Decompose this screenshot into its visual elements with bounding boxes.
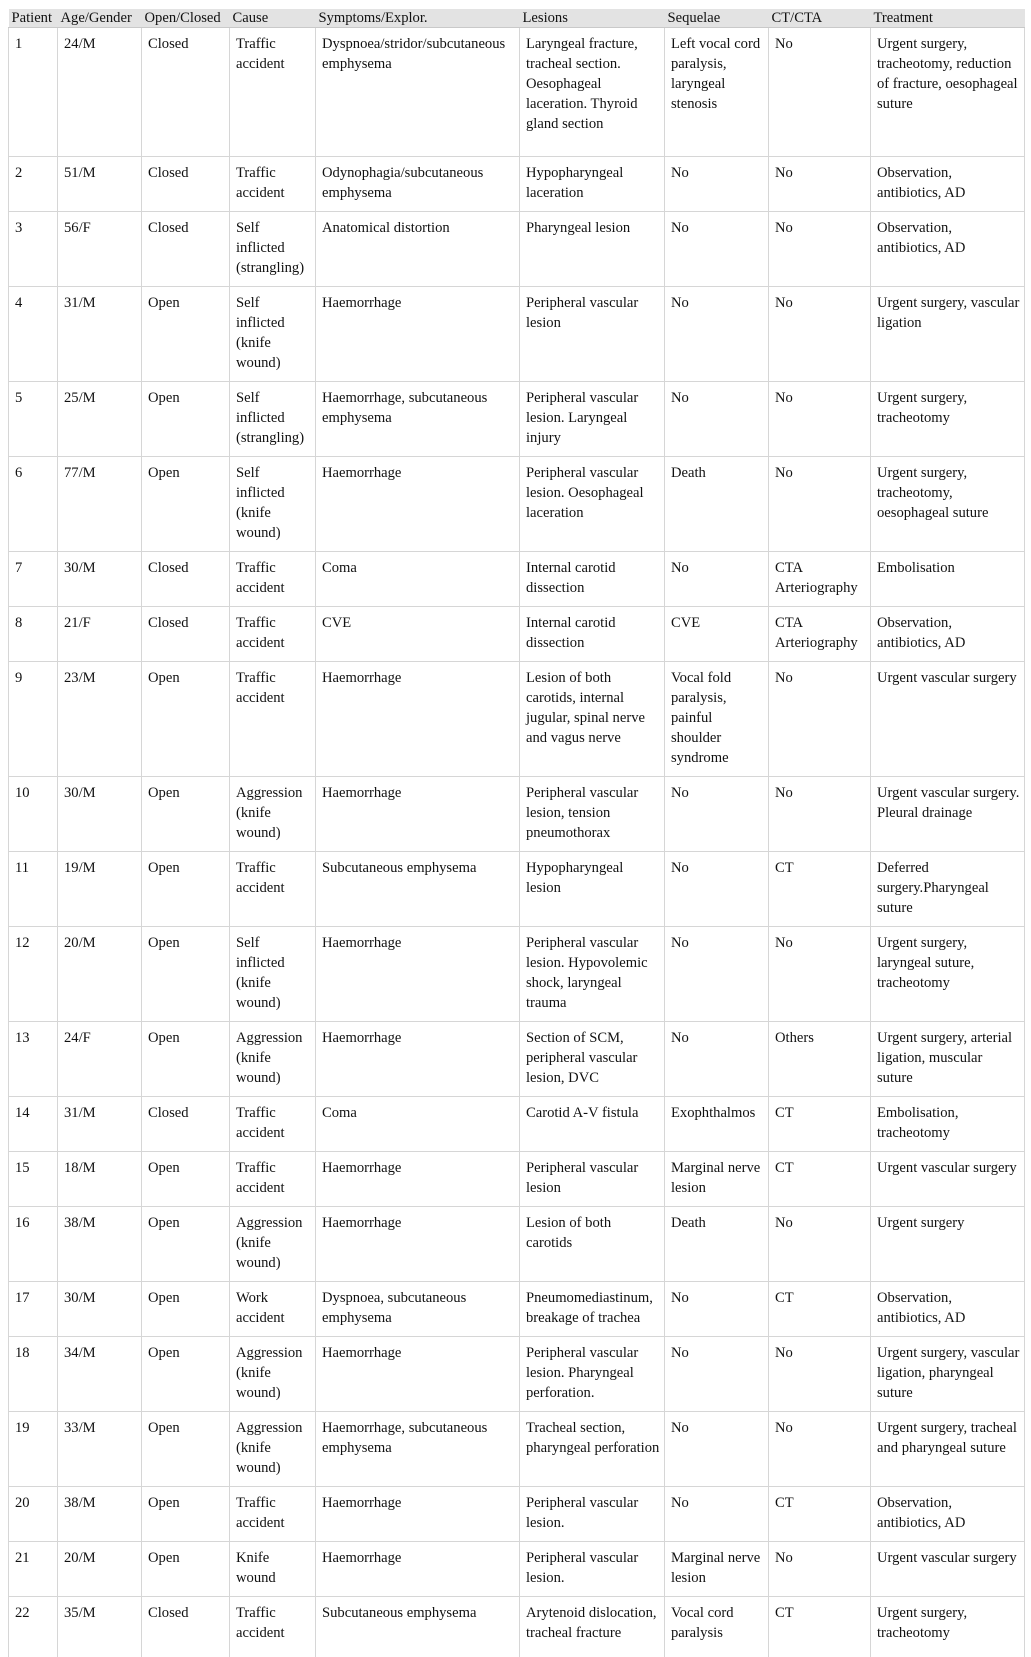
cell-cause: Traffic accident	[230, 607, 316, 662]
cell-patient: 9	[9, 662, 58, 777]
cell-lesions: Internal carotid dissection	[520, 607, 665, 662]
cell-ct-cta: CTA Arteriography	[769, 552, 871, 607]
cell-open-closed: Open	[142, 1282, 230, 1337]
cell-symptoms: Haemorrhage	[316, 457, 520, 552]
cell-cause: Traffic accident	[230, 157, 316, 212]
cell-sequelae: No	[665, 1487, 769, 1542]
cell-cause: Traffic accident	[230, 1097, 316, 1152]
cell-patient: 16	[9, 1207, 58, 1282]
cell-lesions: Peripheral vascular lesion.	[520, 1542, 665, 1597]
cell-ct-cta: CT	[769, 1487, 871, 1542]
cell-lesions: Peripheral vascular lesion. Hypovolemic shock, laryngeal trauma	[520, 927, 665, 1022]
cell-open-closed: Closed	[142, 157, 230, 212]
cell-patient: 7	[9, 552, 58, 607]
cell-open-closed: Open	[142, 287, 230, 382]
table-row	[9, 1207, 1025, 1282]
cell-patient: 4	[9, 287, 58, 382]
cell-sequelae: No	[665, 212, 769, 287]
cell-open-closed: Open	[142, 662, 230, 777]
cell-ct-cta: No	[769, 777, 871, 852]
cell-open-closed: Open	[142, 457, 230, 552]
cell-lesions: Tracheal section, pharyngeal perforation	[520, 1412, 665, 1487]
cell-treatment: Urgent surgery, vascular ligation, pharyngeal suture	[871, 1337, 1025, 1412]
cell-sequelae: Marginal nerve lesion	[665, 1152, 769, 1207]
cell-lesions: Pneumomediastinum, breakage of trachea	[520, 1282, 665, 1337]
column-header-treatment: Treatment	[871, 9, 1025, 28]
patient-table	[8, 9, 1025, 1657]
cell-patient: 14	[9, 1097, 58, 1152]
table-row	[9, 382, 1025, 457]
table-row	[9, 852, 1025, 927]
cell-age-gender: 18/M	[58, 1152, 142, 1207]
cell-treatment: Observation, antibiotics, AD	[871, 212, 1025, 287]
cell-treatment: Deferred surgery.Pharyngeal suture	[871, 852, 1025, 927]
cell-treatment: Urgent vascular surgery	[871, 1542, 1025, 1597]
table-row	[9, 1022, 1025, 1097]
cell-patient: 12	[9, 927, 58, 1022]
cell-cause: Knife wound	[230, 1542, 316, 1597]
cell-symptoms: Haemorrhage	[316, 1487, 520, 1542]
cell-age-gender: 51/M	[58, 157, 142, 212]
cell-patient: 5	[9, 382, 58, 457]
table-row	[9, 552, 1025, 607]
cell-open-closed: Open	[142, 382, 230, 457]
cell-lesions: Hypopharyngeal lesion	[520, 852, 665, 927]
cell-age-gender: 24/M	[58, 28, 142, 157]
cell-sequelae: Vocal fold paralysis, painful shoulder syndrome	[665, 662, 769, 777]
cell-symptoms: CVE	[316, 607, 520, 662]
cell-lesions: Section of SCM, peripheral vascular lesion, DVC	[520, 1022, 665, 1097]
cell-patient: 19	[9, 1412, 58, 1487]
cell-patient: 13	[9, 1022, 58, 1097]
cell-ct-cta: CT	[769, 852, 871, 927]
cell-lesions: Lesion of both carotids, internal jugular, spinal nerve and vagus nerve	[520, 662, 665, 777]
cell-patient: 8	[9, 607, 58, 662]
cell-age-gender: 77/M	[58, 457, 142, 552]
cell-lesions: Peripheral vascular lesion.	[520, 1487, 665, 1542]
cell-lesions: Peripheral vascular lesion. Pharyngeal perforation.	[520, 1337, 665, 1412]
cell-treatment: Urgent surgery	[871, 1207, 1025, 1282]
cell-open-closed: Closed	[142, 1597, 230, 1657]
cell-open-closed: Open	[142, 927, 230, 1022]
cell-sequelae: No	[665, 1412, 769, 1487]
cell-lesions: Carotid A-V fistula	[520, 1097, 665, 1152]
cell-cause: Aggression (knife wound)	[230, 1022, 316, 1097]
column-header-lesions: Lesions	[520, 9, 665, 28]
cell-lesions: Lesion of both carotids	[520, 1207, 665, 1282]
cell-age-gender: 30/M	[58, 1282, 142, 1337]
cell-treatment: Urgent surgery, vascular ligation	[871, 287, 1025, 382]
cell-patient: 22	[9, 1597, 58, 1657]
cell-lesions: Peripheral vascular lesion, tension pneumothorax	[520, 777, 665, 852]
cell-ct-cta: No	[769, 1412, 871, 1487]
cell-sequelae: Marginal nerve lesion	[665, 1542, 769, 1597]
table-row	[9, 457, 1025, 552]
cell-sequelae: No	[665, 927, 769, 1022]
cell-ct-cta: No	[769, 457, 871, 552]
column-header-cause: Cause	[230, 9, 316, 28]
cell-symptoms: Odynophagia/subcutaneous emphysema	[316, 157, 520, 212]
cell-sequelae: No	[665, 287, 769, 382]
cell-ct-cta: No	[769, 662, 871, 777]
cell-age-gender: 31/M	[58, 1097, 142, 1152]
cell-sequelae: No	[665, 1022, 769, 1097]
cell-lesions: Arytenoid dislocation, tracheal fracture	[520, 1597, 665, 1657]
cell-symptoms: Haemorrhage	[316, 927, 520, 1022]
cell-sequelae: No	[665, 382, 769, 457]
cell-patient: 2	[9, 157, 58, 212]
cell-symptoms: Coma	[316, 552, 520, 607]
cell-symptoms: Haemorrhage	[316, 1022, 520, 1097]
cell-open-closed: Closed	[142, 1097, 230, 1152]
cell-sequelae: Death	[665, 1207, 769, 1282]
cell-age-gender: 31/M	[58, 287, 142, 382]
cell-open-closed: Closed	[142, 552, 230, 607]
cell-cause: Traffic accident	[230, 1152, 316, 1207]
cell-sequelae: No	[665, 777, 769, 852]
cell-age-gender: 34/M	[58, 1337, 142, 1412]
cell-lesions: Pharyngeal lesion	[520, 212, 665, 287]
cell-treatment: Urgent surgery, tracheotomy, oesophageal suture	[871, 457, 1025, 552]
cell-patient: 3	[9, 212, 58, 287]
cell-open-closed: Open	[142, 1022, 230, 1097]
cell-ct-cta: No	[769, 927, 871, 1022]
cell-cause: Traffic accident	[230, 1487, 316, 1542]
cell-sequelae: No	[665, 1282, 769, 1337]
cell-symptoms: Subcutaneous emphysema	[316, 852, 520, 927]
cell-age-gender: 30/M	[58, 777, 142, 852]
cell-lesions: Internal carotid dissection	[520, 552, 665, 607]
cell-ct-cta: CT	[769, 1152, 871, 1207]
cell-treatment: Urgent vascular surgery	[871, 662, 1025, 777]
cell-symptoms: Coma	[316, 1097, 520, 1152]
table-row	[9, 1097, 1025, 1152]
cell-symptoms: Haemorrhage	[316, 1337, 520, 1412]
cell-treatment: Urgent surgery, laryngeal suture, tracheotomy	[871, 927, 1025, 1022]
cell-treatment: Embolisation, tracheotomy	[871, 1097, 1025, 1152]
cell-age-gender: 35/M	[58, 1597, 142, 1657]
table-body	[9, 28, 1025, 1657]
cell-lesions: Peripheral vascular lesion. Laryngeal injury	[520, 382, 665, 457]
table-row	[9, 777, 1025, 852]
cell-open-closed: Closed	[142, 607, 230, 662]
cell-sequelae: Death	[665, 457, 769, 552]
cell-ct-cta: CTA Arteriography	[769, 607, 871, 662]
cell-treatment: Urgent vascular surgery. Pleural drainage	[871, 777, 1025, 852]
cell-open-closed: Open	[142, 777, 230, 852]
cell-symptoms: Haemorrhage, subcutaneous emphysema	[316, 382, 520, 457]
cell-symptoms: Haemorrhage	[316, 662, 520, 777]
cell-treatment: Observation, antibiotics, AD	[871, 1487, 1025, 1542]
cell-age-gender: 56/F	[58, 212, 142, 287]
cell-cause: Self inflicted (knife wound)	[230, 457, 316, 552]
cell-patient: 6	[9, 457, 58, 552]
table-row	[9, 287, 1025, 382]
cell-symptoms: Haemorrhage	[316, 1152, 520, 1207]
cell-treatment: Observation, antibiotics, AD	[871, 607, 1025, 662]
cell-patient: 21	[9, 1542, 58, 1597]
cell-treatment: Urgent surgery, arterial ligation, muscular suture	[871, 1022, 1025, 1097]
cell-age-gender: 23/M	[58, 662, 142, 777]
cell-sequelae: Exophthalmos	[665, 1097, 769, 1152]
cell-open-closed: Open	[142, 1337, 230, 1412]
table-header-row	[9, 9, 1025, 28]
cell-open-closed: Open	[142, 1152, 230, 1207]
cell-open-closed: Closed	[142, 212, 230, 287]
cell-age-gender: 21/F	[58, 607, 142, 662]
cell-cause: Traffic accident	[230, 852, 316, 927]
cell-cause: Self inflicted (strangling)	[230, 212, 316, 287]
cell-cause: Aggression (knife wound)	[230, 1412, 316, 1487]
cell-cause: Work accident	[230, 1282, 316, 1337]
cell-age-gender: 20/M	[58, 1542, 142, 1597]
cell-ct-cta: Others	[769, 1022, 871, 1097]
table-row	[9, 927, 1025, 1022]
cell-cause: Aggression (knife wound)	[230, 1337, 316, 1412]
cell-treatment: Urgent surgery, tracheotomy	[871, 1597, 1025, 1657]
cell-symptoms: Anatomical distortion	[316, 212, 520, 287]
cell-age-gender: 38/M	[58, 1487, 142, 1542]
cell-symptoms: Haemorrhage	[316, 287, 520, 382]
column-header-patient: Patient	[9, 9, 58, 28]
cell-symptoms: Dyspnoea, subcutaneous emphysema	[316, 1282, 520, 1337]
cell-sequelae: CVE	[665, 607, 769, 662]
cell-treatment: Urgent surgery, tracheal and pharyngeal suture	[871, 1412, 1025, 1487]
table-row	[9, 1487, 1025, 1542]
cell-sequelae: No	[665, 552, 769, 607]
cell-ct-cta: CT	[769, 1282, 871, 1337]
cell-treatment: Embolisation	[871, 552, 1025, 607]
column-header-age-gender: Age/Gender	[58, 9, 142, 28]
cell-age-gender: 30/M	[58, 552, 142, 607]
cell-open-closed: Open	[142, 1542, 230, 1597]
table-row	[9, 1152, 1025, 1207]
cell-patient: 15	[9, 1152, 58, 1207]
table-row	[9, 157, 1025, 212]
cell-open-closed: Open	[142, 1412, 230, 1487]
column-header-sequelae: Sequelae	[665, 9, 769, 28]
cell-ct-cta: CT	[769, 1597, 871, 1657]
table-row	[9, 1282, 1025, 1337]
cell-age-gender: 38/M	[58, 1207, 142, 1282]
table-row	[9, 662, 1025, 777]
cell-ct-cta: No	[769, 157, 871, 212]
cell-treatment: Urgent surgery, tracheotomy, reduction of fracture, oesophageal suture	[871, 28, 1025, 157]
cell-sequelae: Vocal cord paralysis	[665, 1597, 769, 1657]
cell-lesions: Peripheral vascular lesion. Oesophageal laceration	[520, 457, 665, 552]
cell-patient: 1	[9, 28, 58, 157]
cell-age-gender: 25/M	[58, 382, 142, 457]
cell-treatment: Observation, antibiotics, AD	[871, 157, 1025, 212]
cell-lesions: Laryngeal fracture, tracheal section. Oesophageal laceration. Thyroid gland section	[520, 28, 665, 157]
column-header-open-closed: Open/Closed	[142, 9, 230, 28]
cell-age-gender: 24/F	[58, 1022, 142, 1097]
cell-ct-cta: No	[769, 1337, 871, 1412]
cell-ct-cta: No	[769, 382, 871, 457]
table-row	[9, 28, 1025, 157]
cell-lesions: Peripheral vascular lesion	[520, 1152, 665, 1207]
cell-ct-cta: No	[769, 1542, 871, 1597]
cell-ct-cta: No	[769, 1207, 871, 1282]
cell-cause: Traffic accident	[230, 552, 316, 607]
cell-symptoms: Haemorrhage	[316, 1207, 520, 1282]
cell-patient: 10	[9, 777, 58, 852]
cell-cause: Self inflicted (strangling)	[230, 382, 316, 457]
cell-cause: Traffic accident	[230, 28, 316, 157]
cell-open-closed: Open	[142, 1207, 230, 1282]
cell-cause: Self inflicted (knife wound)	[230, 287, 316, 382]
column-header-ct-cta: CT/CTA	[769, 9, 871, 28]
cell-cause: Aggression (knife wound)	[230, 1207, 316, 1282]
cell-lesions: Peripheral vascular lesion	[520, 287, 665, 382]
table-row	[9, 212, 1025, 287]
cell-treatment: Urgent surgery, tracheotomy	[871, 382, 1025, 457]
cell-symptoms: Haemorrhage	[316, 777, 520, 852]
cell-cause: Traffic accident	[230, 1597, 316, 1657]
cell-age-gender: 19/M	[58, 852, 142, 927]
table-row	[9, 1337, 1025, 1412]
table-row	[9, 1412, 1025, 1487]
cell-sequelae: No	[665, 157, 769, 212]
cell-symptoms: Haemorrhage	[316, 1542, 520, 1597]
cell-ct-cta: No	[769, 28, 871, 157]
cell-cause: Aggression (knife wound)	[230, 777, 316, 852]
cell-open-closed: Closed	[142, 28, 230, 157]
cell-open-closed: Open	[142, 852, 230, 927]
cell-open-closed: Open	[142, 1487, 230, 1542]
cell-age-gender: 33/M	[58, 1412, 142, 1487]
cell-sequelae: No	[665, 1337, 769, 1412]
cell-lesions: Hypopharyngeal laceration	[520, 157, 665, 212]
column-header-symptoms: Symptoms/Explor.	[316, 9, 520, 28]
cell-symptoms: Subcutaneous emphysema	[316, 1597, 520, 1657]
table-row	[9, 607, 1025, 662]
cell-symptoms: Dyspnoea/stridor/subcutaneous emphysema	[316, 28, 520, 157]
cell-treatment: Observation, antibiotics, AD	[871, 1282, 1025, 1337]
cell-ct-cta: No	[769, 287, 871, 382]
cell-cause: Traffic accident	[230, 662, 316, 777]
cell-ct-cta: No	[769, 212, 871, 287]
cell-sequelae: Left vocal cord paralysis, laryngeal stenosis	[665, 28, 769, 157]
cell-patient: 20	[9, 1487, 58, 1542]
cell-ct-cta: CT	[769, 1097, 871, 1152]
table-row	[9, 1597, 1025, 1657]
table-row	[9, 1542, 1025, 1597]
cell-age-gender: 20/M	[58, 927, 142, 1022]
cell-symptoms: Haemorrhage, subcutaneous emphysema	[316, 1412, 520, 1487]
cell-sequelae: No	[665, 852, 769, 927]
cell-treatment: Urgent vascular surgery	[871, 1152, 1025, 1207]
cell-cause: Self inflicted (knife wound)	[230, 927, 316, 1022]
cell-patient: 11	[9, 852, 58, 927]
cell-patient: 18	[9, 1337, 58, 1412]
cell-patient: 17	[9, 1282, 58, 1337]
